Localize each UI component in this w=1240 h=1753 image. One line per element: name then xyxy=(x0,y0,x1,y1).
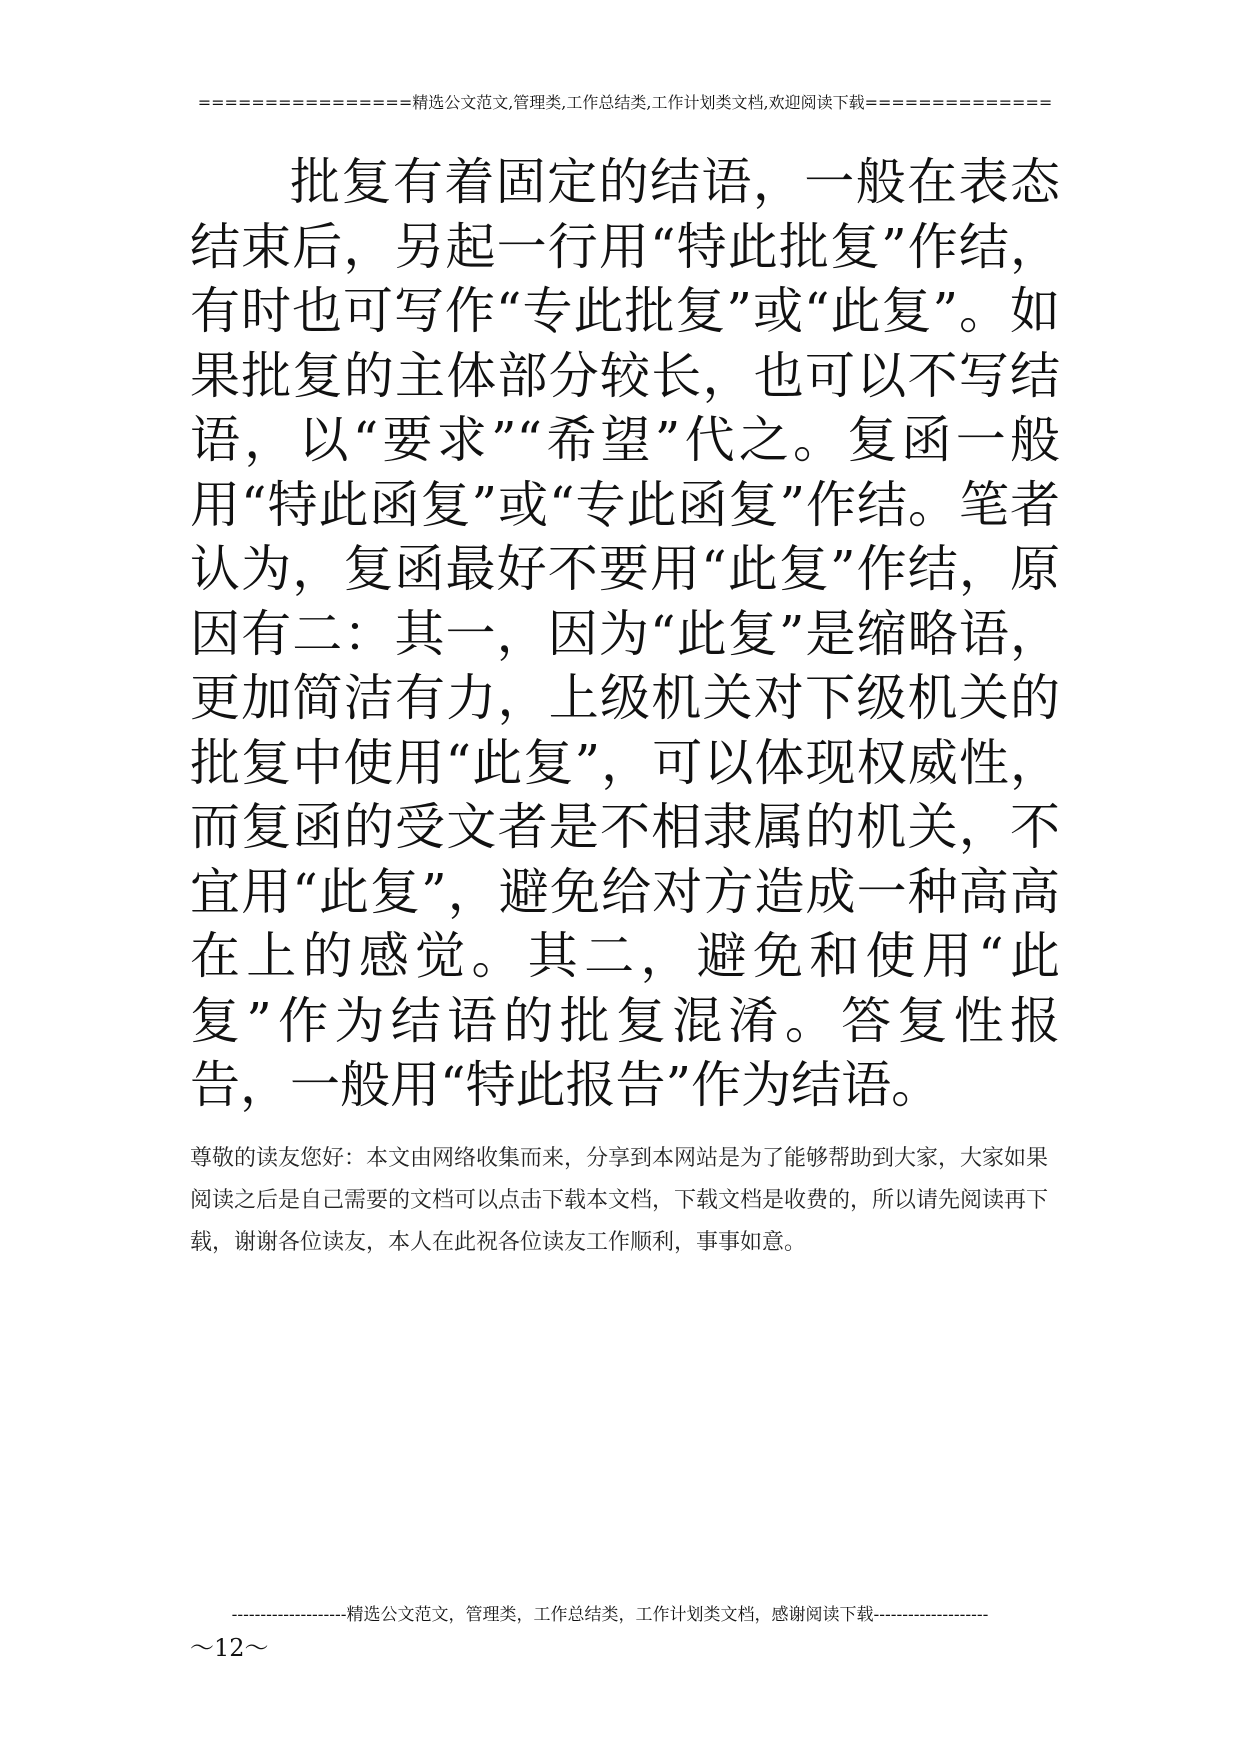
page-footer: --------------------精选公文范文，管理类，工作总结类，工作计划类文档，感谢阅读下载-------------------- xyxy=(231,1605,989,1625)
page-header: ================精选公文范文,管理类,工作总结类,工作计划类文档,欢迎阅读下载============== xyxy=(197,93,1053,112)
body-paragraph: 批复有着固定的结语，一般在表态结束后，另起一行用“特此批复”作结，有时也可写作“专此批复”或“此复”。如果批复的主体部分较长，也可以不写结语，以“要求”“希望”代之。复函一般用“特此函复”或“专此函复”作结。笔者认为，复函最好不要用“此复”作结，原因有二：其一，因为“此复”是缩略语，更加简洁有力，上级机关对下级机关的批复中使用“此复”，可以体现权威性，而复函的受文者是不相隶属的机关，不宜用“此复”，避免给对方造成一种高高在上的感觉。其二，避免和使用“此复”作为结语的批复混淆。答复性报告，一般用“特此报告”作为结语。 xyxy=(190,153,1060,1114)
page-number: ～12～ xyxy=(190,1634,269,1662)
reader-note: 尊敬的读友您好：本文由网络收集而来，分享到本网站是为了能够帮助到大家，大家如果阅读之后是自己需要的文档可以点击下载本文档，下载文档是收费的，所以请先阅读再下载，谢谢各位读友，本人在此祝各位读友工作顺利，事事如意。 xyxy=(190,1146,1049,1255)
